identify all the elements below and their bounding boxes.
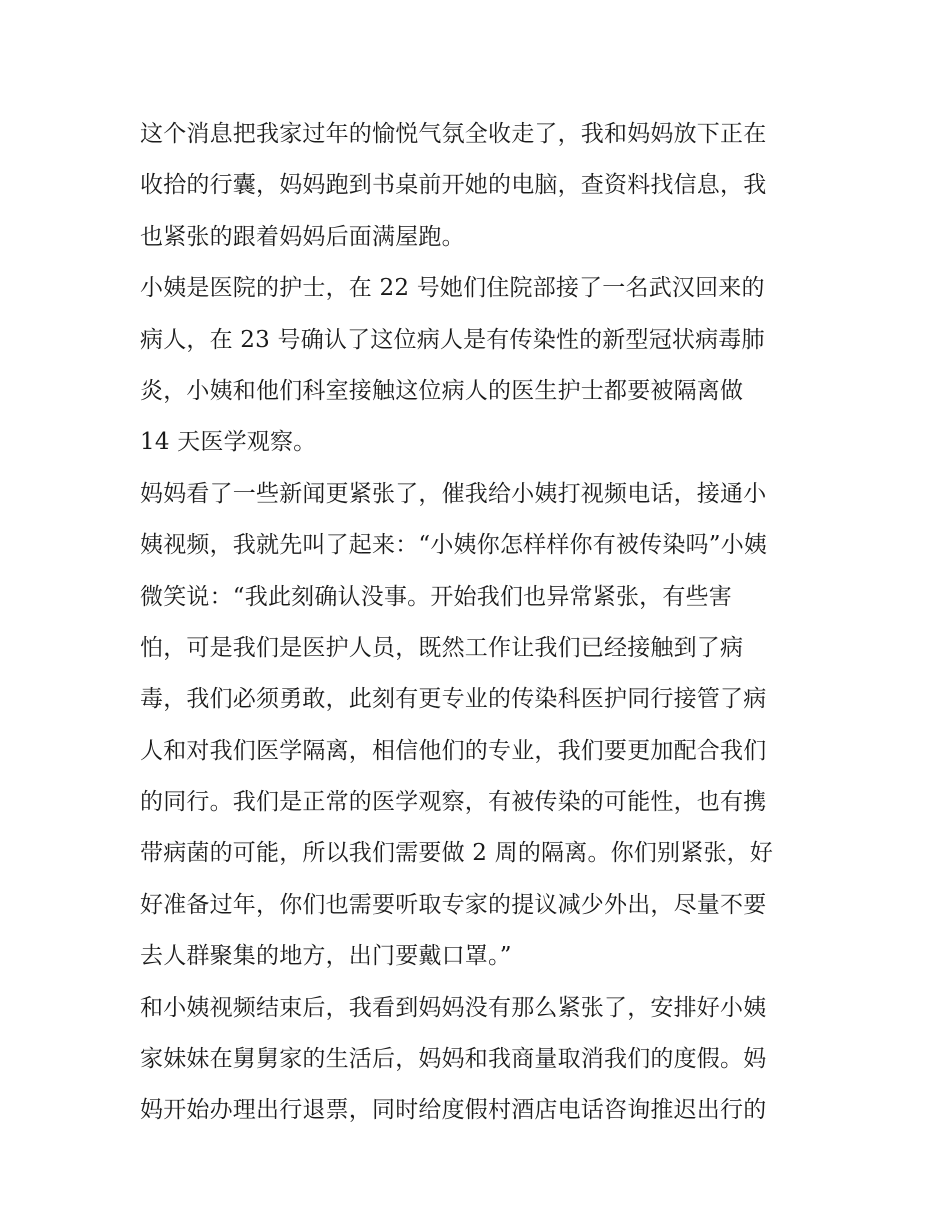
text-line: 毒，我们必须勇敢，此刻有更专业的传染科医护同行接管了病 — [140, 686, 767, 713]
text-line: 带病菌的可能，所以我们需要做 2 周的隔离。你们别紧张，好 — [140, 840, 774, 867]
text-line: 炎，小姨和他们科室接触这位病人的医生护士都要被隔离做 — [140, 377, 744, 404]
text-line: 人和对我们医学隔离，相信他们的专业，我们要更加配合我们 — [140, 737, 767, 764]
text-line: 小姨是医院的护士，在 22 号她们住院部接了一名武汉回来的 — [140, 275, 765, 302]
text-line: 14 天医学观察。 — [140, 429, 317, 456]
paragraph — [140, 109, 830, 263]
text-line: 的同行。我们是正常的医学观察，有被传染的可能性，也有携 — [140, 789, 767, 816]
document-body — [140, 109, 830, 1137]
text-line: 家妹妹在舅舅家的生活后，妈妈和我商量取消我们的度假。妈 — [140, 1046, 767, 1073]
paragraph — [140, 263, 830, 469]
text-line: 病人，在 23 号确认了这位病人是有传染性的新型冠状病毒肺 — [140, 326, 765, 353]
text-line: 收拾的行囊，妈妈跑到书桌前开她的电脑，查资料找信息，我 — [140, 172, 767, 199]
text-line: 这个消息把我家过年的愉悦气氛全收走了，我和妈妈放下正在 — [140, 121, 767, 147]
paragraph — [140, 469, 830, 983]
text-line: 去人群聚集的地方，出门要戴口罩。” — [140, 943, 512, 970]
paragraph — [140, 983, 830, 1137]
text-line: 也紧张的跟着妈妈后面满屋跑。 — [140, 223, 465, 250]
text-line: 怕，可是我们是医护人员，既然工作让我们已经接触到了病 — [140, 634, 744, 661]
text-line: 好准备过年，你们也需要听取专家的提议减少外出，尽量不要 — [140, 891, 767, 918]
text-line: 妈开始办理出行退票，同时给度假村酒店电话咨询推迟出行的 — [140, 1097, 767, 1124]
text-line: 妈妈看了一些新闻更紧张了，催我给小姨打视频电话，接通小 — [140, 480, 767, 507]
text-line: 和小姨视频结束后，我看到妈妈没有那么紧张了，安排好小姨 — [140, 994, 767, 1021]
text-line: 微笑说：“我此刻确认没事。开始我们也异常紧张，有些害 — [140, 583, 732, 610]
text-line: 姨视频，我就先叫了起来：“小姨你怎样样你有被传染吗”小姨 — [140, 532, 768, 559]
